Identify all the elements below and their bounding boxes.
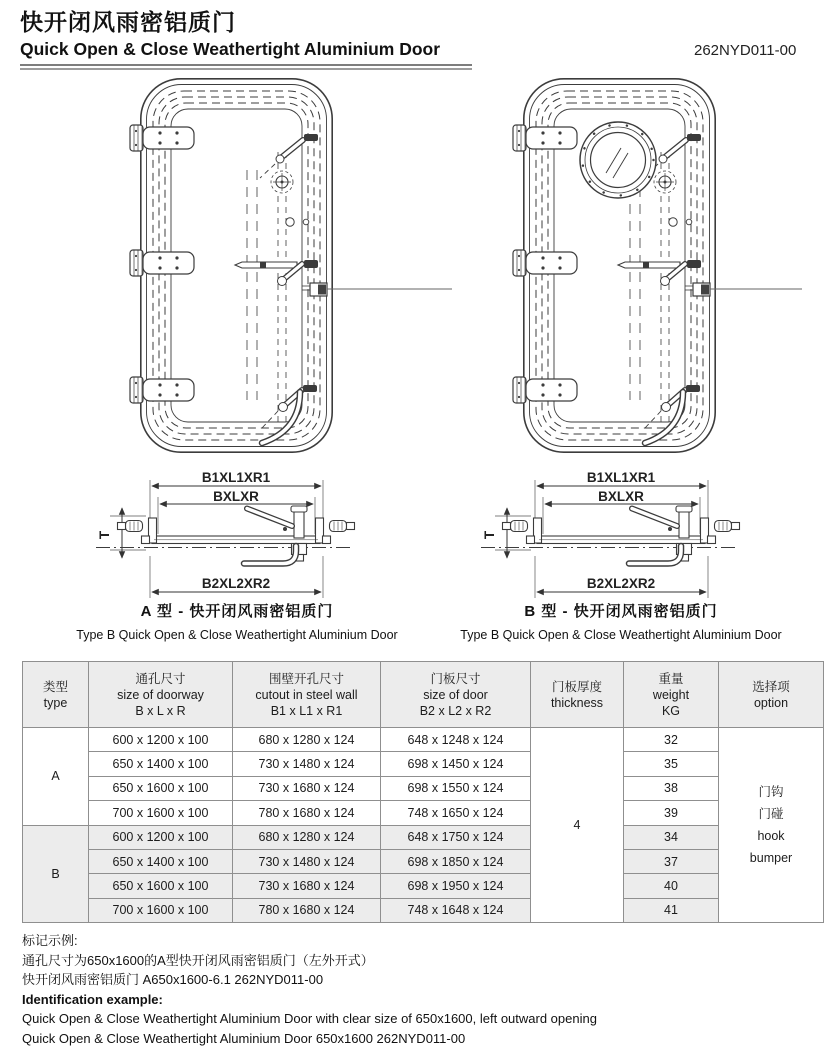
doorway-cell: 650 x 1400 x 100 [89, 752, 233, 776]
door-size-cell: 648 x 1248 x 124 [381, 728, 531, 752]
door-size-cell: 698 x 1450 x 124 [381, 752, 531, 776]
col-header-thickness: 门板厚度 thickness [531, 662, 624, 728]
example-label-en: Identification example: [22, 991, 163, 1007]
cutout-cell: 730 x 1480 x 124 [233, 849, 381, 873]
cross-section-a [96, 470, 355, 598]
weight-cell: 37 [624, 849, 719, 873]
doorway-cell: 650 x 1600 x 100 [89, 874, 233, 898]
cross-section-b [481, 470, 740, 598]
doorway-cell: 600 x 1200 x 100 [89, 825, 233, 849]
doorway-cell: 700 x 1600 x 100 [89, 801, 233, 825]
weight-cell: 34 [624, 825, 719, 849]
identification-example [22, 931, 597, 1047]
cutout-cell: 680 x 1280 x 124 [233, 728, 381, 752]
caption-type-b-zh: B 型 - 快开闭风雨密铝质门 [524, 603, 718, 620]
dim-label-t: T [97, 530, 112, 540]
door-size-cell: 698 x 1850 x 124 [381, 849, 531, 873]
cutout-cell: 780 x 1680 x 124 [233, 801, 381, 825]
col-header-type: 类型 type [23, 662, 89, 728]
document-number: 262NYD011-00 [694, 42, 797, 59]
doorway-cell: 700 x 1600 x 100 [89, 898, 233, 922]
example-line1-zh: 通孔尺寸为650x1600的A型快开闭风雨密铝质门（左外开式） [22, 952, 374, 968]
caption-type-a-zh: A 型 - 快开闭风雨密铝质门 [140, 603, 334, 620]
door-size-cell: 698 x 1950 x 124 [381, 874, 531, 898]
weight-cell: 38 [624, 776, 719, 800]
door-size-cell: 698 x 1550 x 124 [381, 776, 531, 800]
page-title-en: Quick Open & Close Weathertight Aluminium Door [20, 39, 441, 59]
col-header-weight: 重量 weight KG [624, 662, 719, 728]
door-size-cell: 648 x 1750 x 124 [381, 825, 531, 849]
caption-type-a-en: Type B Quick Open & Close Weathertight Aluminium Door [76, 628, 398, 642]
example-line2-zh: 快开闭风雨密铝质门 A650x1600-6.1 262NYD011-00 [22, 972, 324, 987]
weight-cell: 35 [624, 752, 719, 776]
option-cell: 门钩 门碰 hook bumper [719, 728, 824, 923]
table-row [23, 776, 824, 800]
page-title-zh: 快开闭风雨密铝质门 [20, 9, 236, 35]
caption-type-a [56, 600, 418, 642]
dim-label-b1: B1XL1XR1 [201, 470, 271, 485]
table-row [23, 752, 824, 776]
weight-cell: 39 [624, 801, 719, 825]
cutout-cell: 730 x 1480 x 124 [233, 752, 381, 776]
caption-type-b-en: Type B Quick Open & Close Weathertight Aluminium Door [460, 628, 782, 642]
cutout-cell: 680 x 1280 x 124 [233, 825, 381, 849]
doorway-cell: 650 x 1600 x 100 [89, 776, 233, 800]
weight-cell: 41 [624, 898, 719, 922]
col-header-cutout: 围壁开孔尺寸 cutout in steel wall B1 x L1 x R1 [233, 662, 381, 728]
doorway-cell: 650 x 1400 x 100 [89, 849, 233, 873]
door-a-elevation [130, 79, 452, 452]
thickness-cell: 4 [531, 728, 624, 923]
table-row [23, 874, 824, 898]
dim-label-b2: B2XL2XR2 [586, 576, 656, 591]
type-b-cell: B [23, 825, 89, 923]
porthole-window [580, 122, 656, 198]
doorway-cell: 600 x 1200 x 100 [89, 728, 233, 752]
specs-table-header [23, 662, 824, 728]
example-label-zh: 标记示例: [22, 933, 78, 948]
dim-label-b1: B1XL1XR1 [586, 470, 656, 485]
dim-label-b2: B2XL2XR2 [201, 576, 271, 591]
col-header-option: 选择项 option [719, 662, 824, 728]
example-line1-en: Quick Open & Close Weathertight Aluminium Door with clear size of 650x1600, left outward opening [22, 1011, 597, 1026]
table-row [23, 825, 824, 849]
door-size-cell: 748 x 1648 x 124 [381, 898, 531, 922]
col-header-door-size: 门板尺寸 size of door B2 x L2 x R2 [381, 662, 531, 728]
cutout-cell: 780 x 1680 x 124 [233, 898, 381, 922]
table-row [23, 728, 824, 752]
col-header-doorway: 通孔尺寸 size of doorway B x L x R [89, 662, 233, 728]
caption-type-b [440, 600, 802, 642]
dim-label-b: BXLXR [598, 489, 644, 504]
specs-table [22, 661, 824, 923]
weight-cell: 32 [624, 728, 719, 752]
cutout-cell: 730 x 1680 x 124 [233, 776, 381, 800]
dim-label-t: T [482, 530, 497, 540]
cutout-cell: 730 x 1680 x 124 [233, 874, 381, 898]
table-row [23, 849, 824, 873]
door-b-elevation [513, 79, 802, 452]
table-row [23, 898, 824, 922]
door-size-cell: 748 x 1650 x 124 [381, 801, 531, 825]
type-a-cell: A [23, 728, 89, 826]
weight-cell: 40 [624, 874, 719, 898]
example-line2-en: Quick Open & Close Weathertight Aluminium Door 650x1600 262NYD011-00 [22, 1030, 466, 1046]
table-row [23, 801, 824, 825]
dim-label-b: BXLXR [213, 489, 259, 504]
